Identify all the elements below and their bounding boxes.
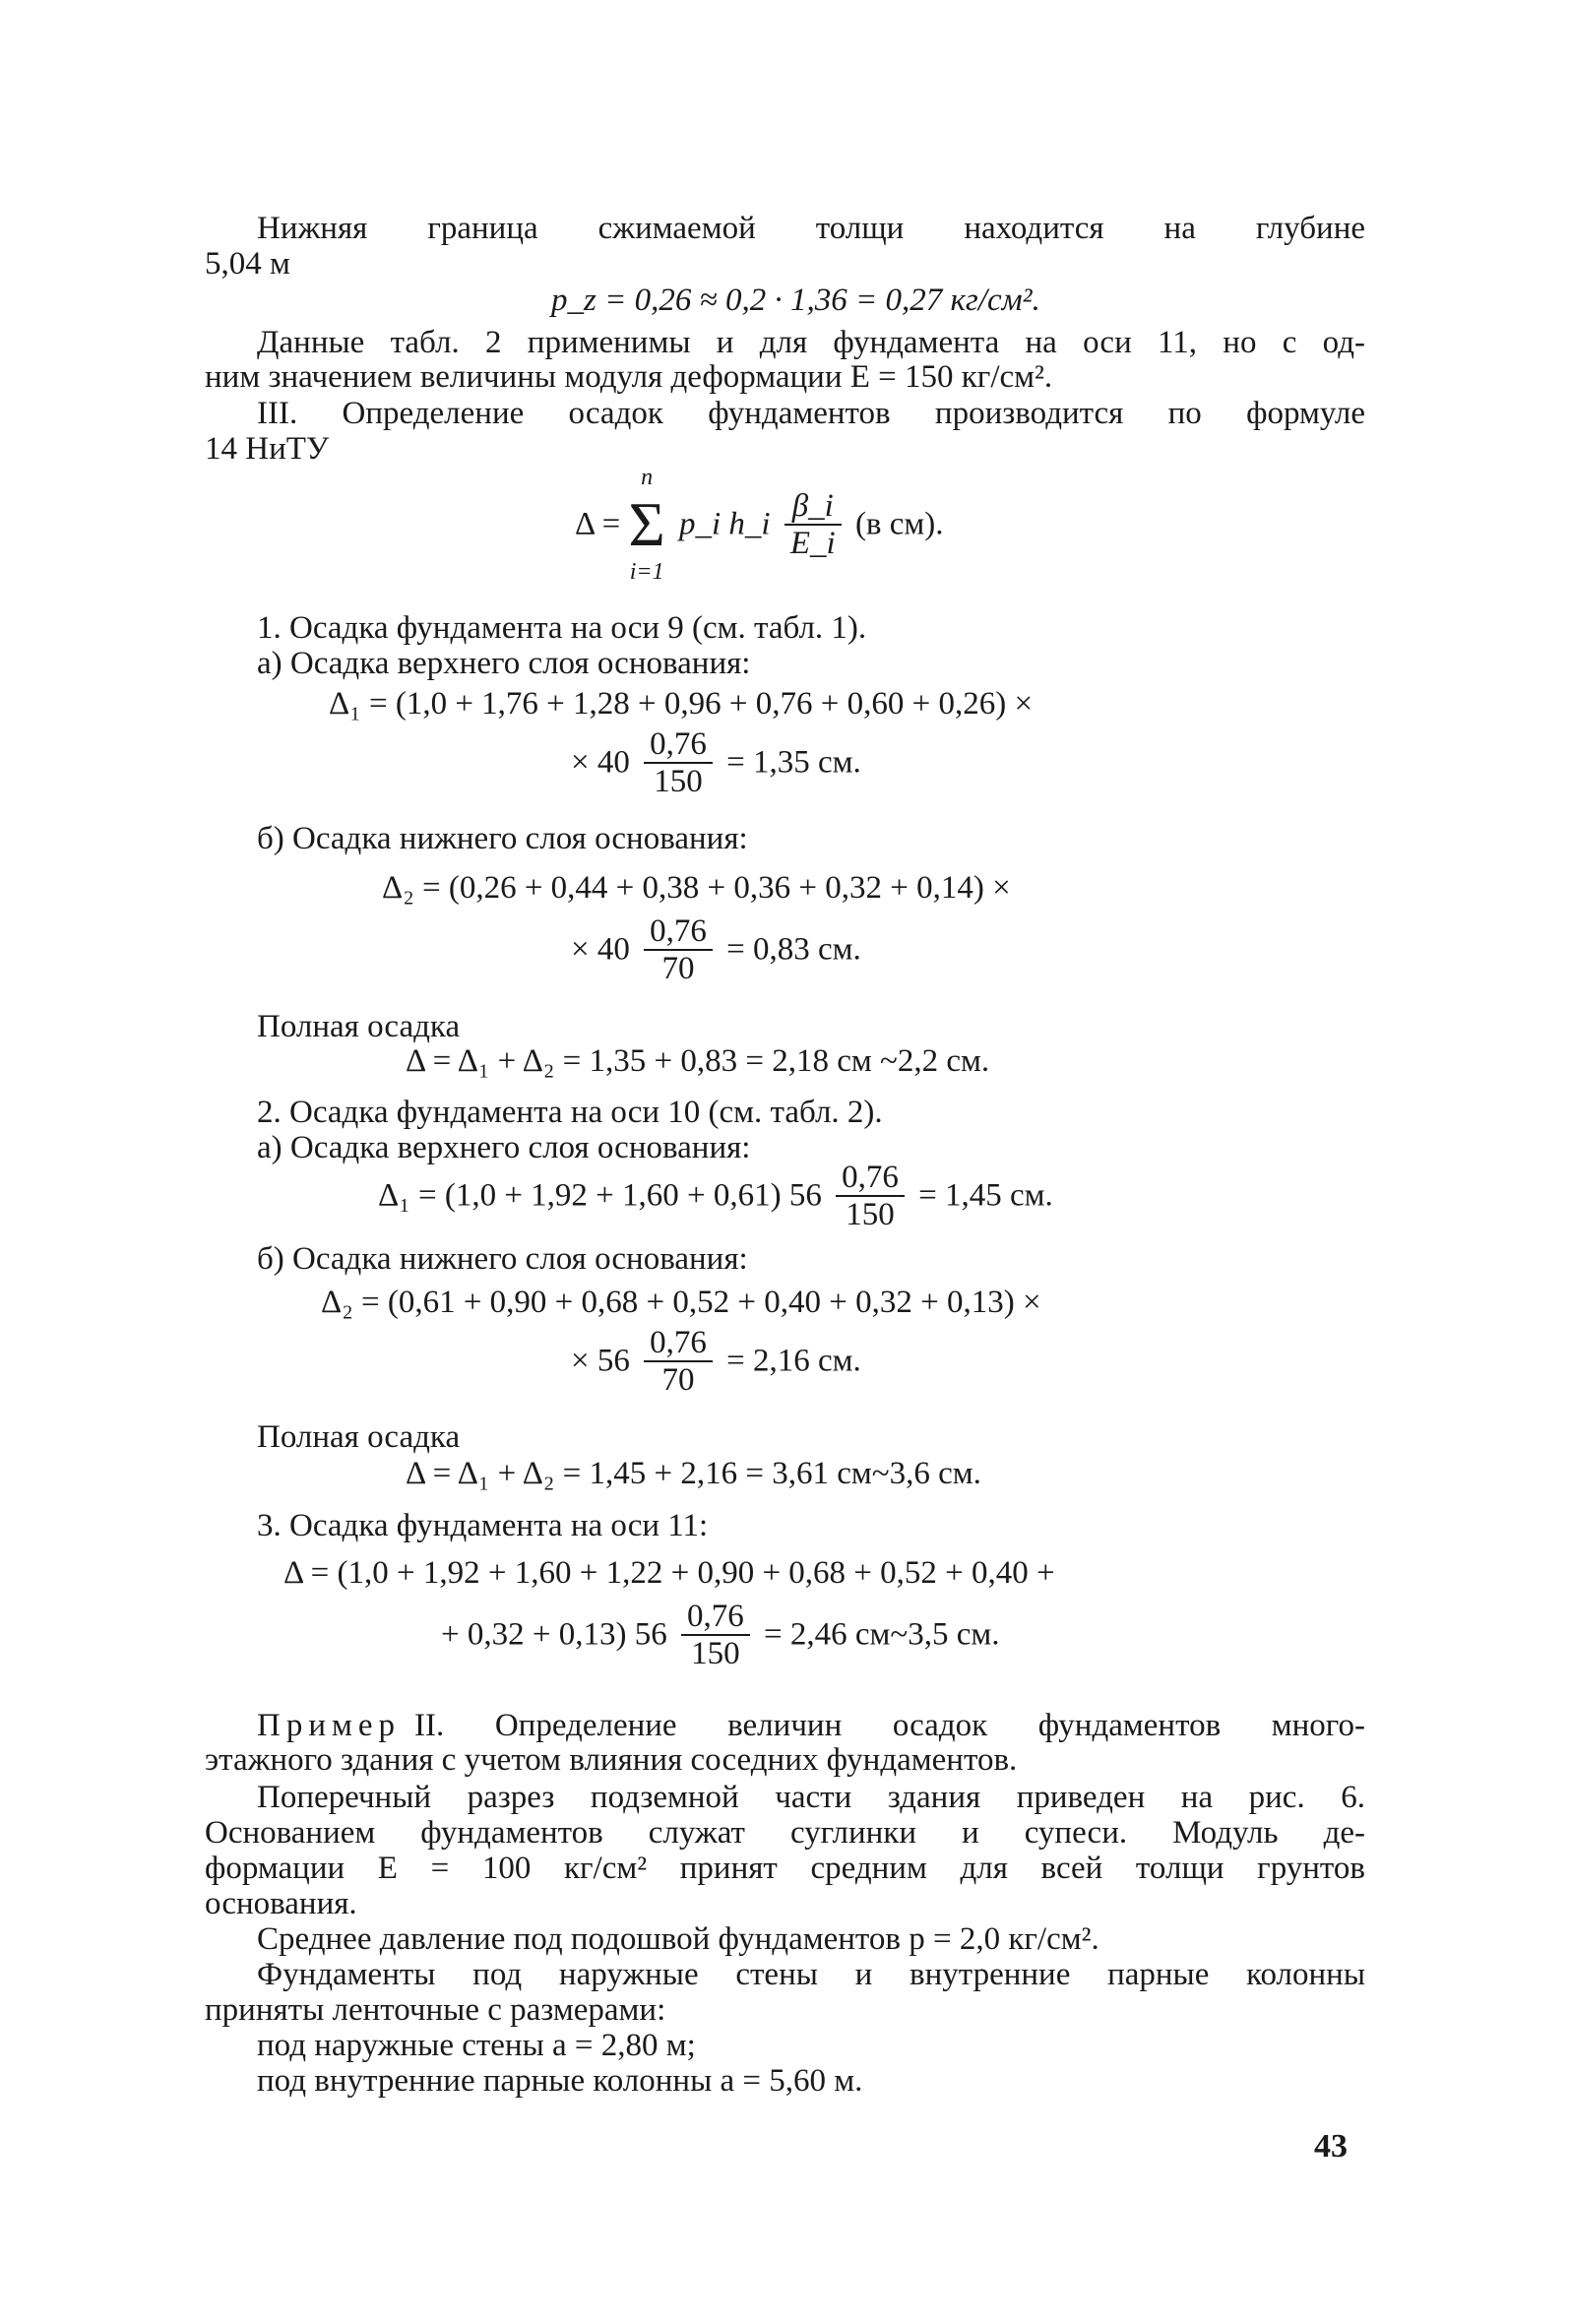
- equation-line: Δ = Δ₁ + Δ₂ = 1,45 + 2,16 = 3,61 см~3,6 см.: [406, 1456, 981, 1491]
- sum-lower-limit: i=1: [629, 559, 664, 585]
- example-text: II. Определение величин осадок фундаментов много-: [414, 1708, 1365, 1743]
- text-line: Данные табл. 2 применимы и для фундамента на оси 11, но с од-: [257, 325, 1365, 360]
- text-line: основания.: [205, 1886, 357, 1921]
- equation-part: × 56: [571, 1343, 630, 1379]
- subsection-heading: б) Осадка нижнего слоя основания:: [257, 1241, 748, 1277]
- sum-operator: [629, 463, 665, 587]
- equation-part: Δ₁ = (1,0 + 1,92 + 1,60 + 0,61) 56: [378, 1177, 822, 1214]
- fraction-denominator: 70: [661, 951, 695, 986]
- text-line: Нижняя граница сжимаемой толщи находится на глубине: [257, 211, 1365, 246]
- equation-line: [571, 1325, 861, 1398]
- subsection-heading: а) Осадка верхнего слоя основания:: [257, 1130, 751, 1165]
- text-line: Основанием фундаментов служат суглинки и супеси. Модуль де-: [205, 1815, 1365, 1851]
- text-line: под внутренние парные колонны a = 5,60 м.: [257, 2063, 863, 2099]
- fraction: [644, 913, 713, 986]
- equation-part: = 2,16 см.: [726, 1343, 861, 1379]
- equation-part: × 40: [571, 744, 630, 781]
- fraction: [681, 1599, 750, 1671]
- equation-part: = 2,46 см~3,5 см.: [763, 1616, 1000, 1653]
- text-line: под наружные стены a = 2,80 м;: [257, 2028, 696, 2063]
- equation-line: Δ₁ = (1,0 + 1,76 + 1,28 + 0,96 + 0,76 + 0,60 + 0,26) ×: [329, 686, 1034, 722]
- text-line: Полная осадка: [257, 1419, 461, 1455]
- fraction-denominator: 70: [661, 1362, 695, 1398]
- equation-line: Δ₂ = (0,61 + 0,90 + 0,68 + 0,52 + 0,40 + 0,32 + 0,13) ×: [321, 1285, 1041, 1320]
- fraction: [644, 726, 713, 799]
- formula-body: p_i h_i: [679, 506, 771, 542]
- section-heading: 3. Осадка фундамента на оси 11:: [257, 1508, 709, 1543]
- equation-part: + 0,32 + 0,13) 56: [441, 1616, 667, 1653]
- equation-line: Δ₂ = (0,26 + 0,44 + 0,38 + 0,36 + 0,32 + 0,14) ×: [382, 870, 1011, 906]
- text-line: Полная осадка: [257, 1009, 461, 1044]
- equation-part: × 40: [571, 931, 630, 968]
- text-line: этажного здания с учетом влияния соседних фундаментов.: [205, 1742, 1018, 1778]
- text-line: Поперечный разрез подземной части здания приведен на рис. 6.: [257, 1780, 1365, 1815]
- subsection-heading: а) Осадка верхнего слоя основания:: [257, 646, 751, 681]
- fraction-denominator: 150: [654, 764, 703, 799]
- text-line: 14 НиТУ: [205, 431, 330, 467]
- formula-settlement: [575, 463, 944, 587]
- fraction: [836, 1160, 905, 1232]
- equation-line: [378, 1160, 1053, 1232]
- text-line: ним значением величины модуля деформации E = 150 кг/см².: [205, 359, 1053, 395]
- example-label: Пример: [257, 1708, 402, 1743]
- section-heading: 1. Осадка фундамента на оси 9 (см. табл. 1).: [257, 610, 867, 646]
- formula-pz: p_z = 0,26 ≈ 0,2 · 1,36 = 0,27 кг/см².: [551, 283, 1040, 318]
- equation-part: = 1,35 см.: [726, 744, 861, 781]
- section-heading: 2. Осадка фундамента на оси 10 (см. табл. 2).: [257, 1095, 883, 1130]
- text-line: Среднее давление под подошвой фундаментов p = 2,0 кг/см².: [257, 1921, 1099, 1957]
- text-line: формации E = 100 кг/см² принят средним для всей толщи грунтов: [205, 1851, 1365, 1886]
- fraction-numerator: 0,76: [681, 1599, 750, 1636]
- text-line: приняты ленточные с размерами:: [205, 1992, 666, 2028]
- page-number: 43: [1314, 2128, 1348, 2165]
- sum-upper-limit: n: [641, 465, 654, 490]
- equation-line: [571, 726, 861, 799]
- fraction-denominator: 150: [691, 1636, 740, 1671]
- fraction-numerator: 0,76: [644, 913, 713, 951]
- text-line: Фундаменты под наружные стены и внутренние парные колонны: [257, 1957, 1365, 1992]
- text-line: III. Определение осадок фундаментов производится по формуле: [257, 396, 1365, 431]
- text-line: 5,04 м: [205, 246, 290, 282]
- equation-part: = 0,83 см.: [726, 931, 861, 968]
- equation-part: = 1,45 см.: [918, 1177, 1053, 1214]
- equation-line: [441, 1599, 1000, 1671]
- subsection-heading: б) Осадка нижнего слоя основания:: [257, 821, 748, 856]
- equation-line: Δ = Δ₁ + Δ₂ = 1,35 + 0,83 = 2,18 см ~2,2 см.: [406, 1043, 990, 1079]
- sigma-symbol: Σ: [628, 489, 665, 559]
- fraction-numerator: β_i: [784, 488, 842, 526]
- equation-line: [571, 913, 861, 986]
- formula-lhs: Δ =: [575, 506, 621, 542]
- formula-units: (в см).: [854, 506, 944, 542]
- fraction-numerator: 0,76: [644, 1325, 713, 1362]
- fraction-numerator: 0,76: [644, 726, 713, 764]
- fraction: [784, 488, 842, 561]
- equation-line: Δ = (1,0 + 1,92 + 1,60 + 1,22 + 0,90 + 0,68 + 0,52 + 0,40 +: [283, 1555, 1055, 1591]
- fraction-denominator: 150: [846, 1197, 895, 1232]
- fraction: [644, 1325, 713, 1398]
- fraction-numerator: 0,76: [836, 1160, 905, 1197]
- fraction-denominator: E_i: [789, 526, 836, 561]
- text-line: [257, 1706, 1365, 1745]
